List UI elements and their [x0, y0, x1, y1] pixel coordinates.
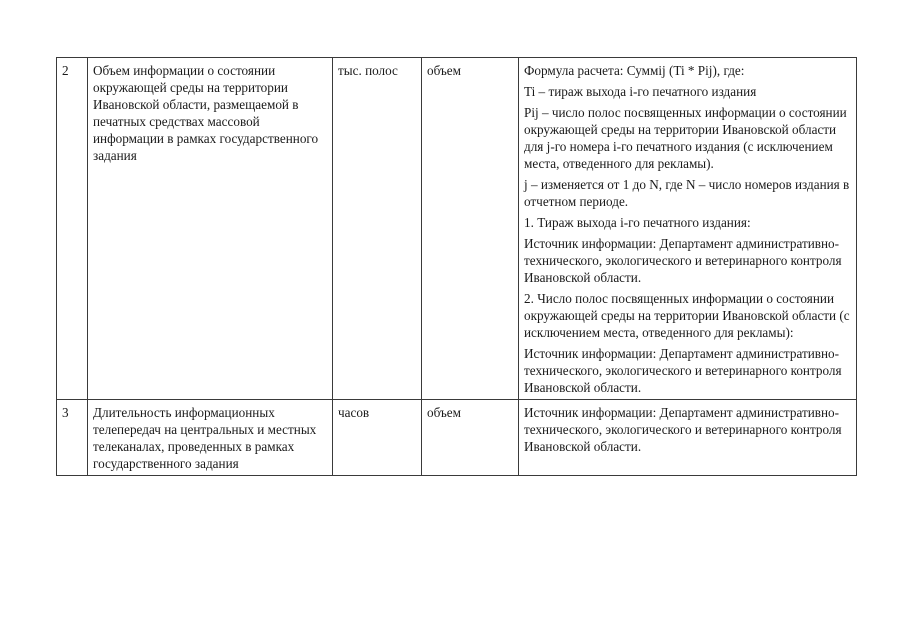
formula-text: Pij – число полос посвященных информации о состоянии окружающей среды на территории Ивановской области для j-го номера i-го печатного издания (с исключением места, отведенного для рекламы).: [524, 105, 847, 171]
table-row: [57, 400, 857, 476]
source-text: Источник информации: Департамент административно-технического, экологического и ветеринарного контроля Ивановской области.: [524, 236, 842, 285]
unit-of-measure: часов: [333, 400, 422, 476]
unit-of-measure: тыс. полос: [333, 58, 422, 400]
row-number: 2: [57, 58, 88, 400]
formula-text: Ti – тираж выхода i-го печатного издания: [524, 84, 757, 99]
calculation-method: [519, 400, 857, 476]
row-number: 3: [57, 400, 88, 476]
indicator-name: Длительность информационных телепередач на центральных и местных телеканалах, проведенных в рамках государственного задания: [88, 400, 333, 476]
formula-text: Формула расчета: Суммij (Ti * Pij), где:: [524, 63, 745, 78]
indicator-type: объем: [422, 58, 519, 400]
source-text: Источник информации: Департамент административно-технического, экологического и ветеринарного контроля Ивановской области.: [524, 405, 842, 454]
formula-text: 2. Число полос посвященных информации о состоянии окружающей среды на территории Ивановской области (с исключением места, отведенного для рекламы):: [524, 291, 850, 340]
source-text: Источник информации: Департамент административно-технического, экологического и ветеринарного контроля Ивановской области.: [524, 346, 842, 395]
formula-text: 1. Тираж выхода i-го печатного издания:: [524, 215, 751, 230]
formula-text: j – изменяется от 1 до N, где N – число номеров издания в отчетном периоде.: [524, 177, 850, 209]
indicator-type: объем: [422, 400, 519, 476]
table-row: [57, 58, 857, 400]
indicator-table: [56, 57, 857, 476]
indicator-name: Объем информации о состоянии окружающей среды на территории Ивановской области, размещаемой в печатных средствах массовой информации в рамках государственного задания: [88, 58, 333, 400]
calculation-method: [519, 58, 857, 400]
